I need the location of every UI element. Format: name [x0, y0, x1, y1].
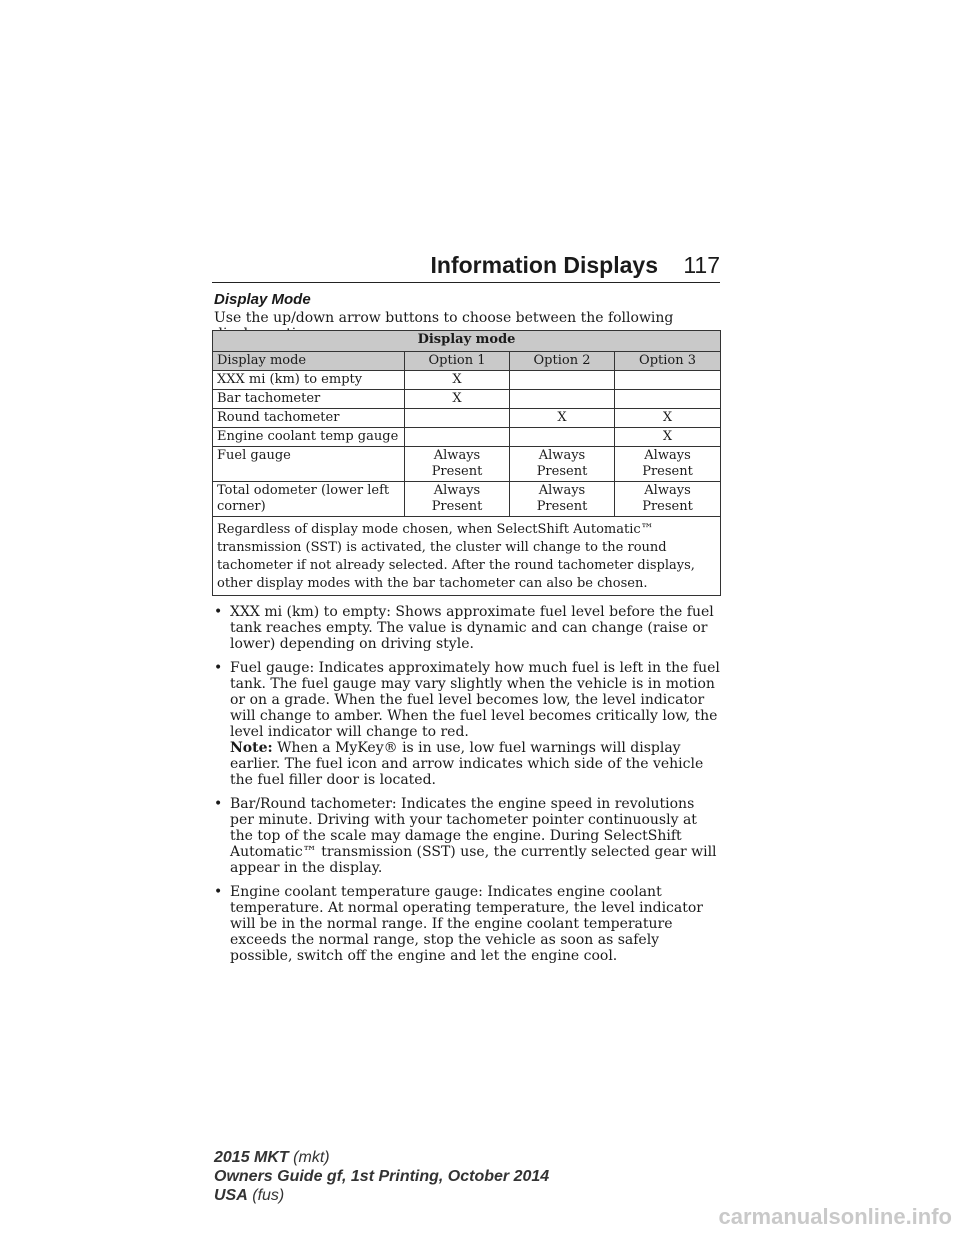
table-cell: Bar tachometer: [213, 390, 405, 409]
table-row: [213, 428, 721, 447]
table-cell: X: [615, 409, 721, 428]
list-item: [214, 884, 720, 964]
table-header-row: [213, 352, 721, 371]
footer-model-code: (mkt): [293, 1149, 330, 1166]
intro-paragraph: Use the up/down arrow buttons to choose between the following: [214, 310, 674, 326]
table-cell: X: [405, 390, 510, 409]
page-number: 117: [683, 252, 720, 278]
table-cell: Fuel gauge: [213, 447, 405, 482]
bullet-icon: •: [214, 796, 223, 812]
table-row: [213, 482, 721, 517]
table-cell: Always Present: [510, 482, 615, 517]
table-cell: [405, 409, 510, 428]
table-cell: X: [615, 428, 721, 447]
column-header: Option 3: [615, 352, 721, 371]
footer-market-code: (fus): [252, 1187, 285, 1204]
note-text: When a MyKey® is in use, low fuel warnings will display earlier. The fuel icon and arrow indicates which side of the vehicle the fuel filler door is located.: [230, 740, 704, 788]
table-cell: [405, 428, 510, 447]
list-item: [214, 796, 720, 876]
list-item: [214, 660, 720, 788]
table-row: [213, 371, 721, 390]
footer-line-printing: Owners Guide gf, 1st Printing, October 2014: [214, 1168, 550, 1185]
bullet-icon: •: [214, 604, 223, 620]
bullet-text: XXX mi (km) to empty: Shows approximate fuel level before the fuel tank reaches empty. The value is dynamic and can change (raise or lower) depending on driving style.: [230, 604, 714, 652]
page-header: [212, 252, 720, 283]
table-cell: Total odometer (lower left corner): [213, 482, 405, 517]
table-note: Regardless of display mode chosen, when SelectShift Automatic™ transmission (SST) is activated, the cluster will change to the round tachometer if not already selected. After the round tachometer displays, other display modes with the bar tachometer can also be chosen.: [213, 517, 721, 596]
table-note-row: [213, 517, 721, 596]
section-heading: Display Mode: [214, 291, 311, 308]
table-row: [213, 409, 721, 428]
table-cell: Always Present: [615, 447, 721, 482]
table-cell: X: [510, 409, 615, 428]
display-mode-table: [212, 330, 721, 596]
bullet-list: [214, 604, 720, 972]
table-cell: Always Present: [510, 447, 615, 482]
header-title: Information Displays: [430, 252, 658, 278]
column-header: Option 2: [510, 352, 615, 371]
list-item: [214, 604, 720, 652]
footer-model: 2015 MKT: [214, 1149, 289, 1166]
watermark: carmanualsonline.info: [718, 1204, 952, 1229]
bullet-icon: •: [214, 660, 223, 676]
table-cell: Always Present: [405, 447, 510, 482]
table-cell: [510, 428, 615, 447]
table-cell: Engine coolant temp gauge: [213, 428, 405, 447]
footer-line-market: [214, 1186, 549, 1205]
table-row: [213, 447, 721, 482]
column-header: Option 1: [405, 352, 510, 371]
table-cell: [510, 390, 615, 409]
table-cell: Round tachometer: [213, 409, 405, 428]
table-cell: [615, 371, 721, 390]
table-cell: X: [405, 371, 510, 390]
bullet-text: Engine coolant temperature gauge: Indicates engine coolant temperature. At normal operating temperature, the level indicator will be in the normal range. If the engine coolant temperature exceeds the normal range, stop the vehicle as soon as safely possible, switch off the engine and let the engine cool.: [230, 884, 703, 964]
table-title: Display mode: [213, 331, 721, 352]
table-cell: Always Present: [615, 482, 721, 517]
table-cell: Always Present: [405, 482, 510, 517]
bullet-text: Fuel gauge: Indicates approximately how much fuel is left in the fuel tank. The fuel gauge may vary slightly when the vehicle is in motion or on a grade. When the fuel level becomes low, the level indicator will change to amber. When the fuel level becomes critically low, the level indicator will change to red.: [230, 660, 720, 740]
footer-line-model: [214, 1148, 549, 1167]
table-title-row: [213, 331, 721, 352]
table-cell: XXX mi (km) to empty: [213, 371, 405, 390]
table-cell: [510, 371, 615, 390]
table-cell: [615, 390, 721, 409]
note-label: Note:: [230, 740, 273, 756]
page-footer: [214, 1148, 549, 1205]
table-row: [213, 390, 721, 409]
bullet-icon: •: [214, 884, 223, 900]
column-header: Display mode: [213, 352, 405, 371]
bullet-text: Bar/Round tachometer: Indicates the engine speed in revolutions per minute. Driving with your tachometer pointer continuously at the top of the scale may damage the engine. During SelectShift Automatic™ transmission (SST) use, the currently selected gear will appear in the display.: [230, 796, 717, 876]
footer-market: USA: [214, 1187, 248, 1204]
